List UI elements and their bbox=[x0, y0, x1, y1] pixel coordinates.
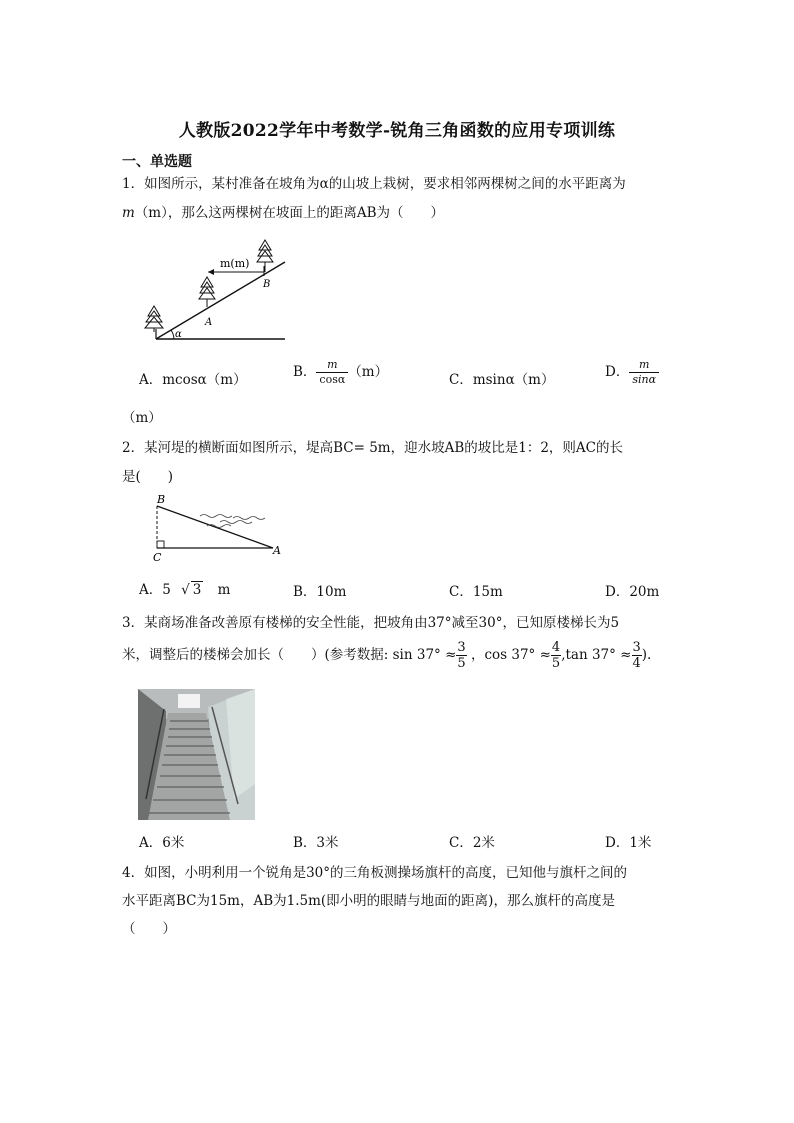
q1-option-d-numerator: m bbox=[629, 358, 659, 373]
tree-icon bbox=[145, 306, 163, 332]
q1-point-a-label: A bbox=[205, 317, 213, 328]
q2-option-a-suffix: m bbox=[217, 582, 231, 598]
tree-icon bbox=[257, 240, 273, 272]
q1-option-b-numerator: m bbox=[316, 358, 348, 373]
q2-stem-line1: 2．某河堤的横断面如图所示，堤高BC= 5m，迎水坡AB的坡比是1：2，则AC的长 bbox=[122, 440, 624, 456]
q1-option-b-prefix: B． bbox=[293, 364, 317, 380]
q2-option-a-prefix: A．5 bbox=[139, 582, 171, 598]
q3-option-d[interactable]: D．1米 bbox=[605, 835, 652, 851]
q3-tan-denominator: 4 bbox=[632, 656, 641, 671]
q2-point-a-label: A bbox=[273, 544, 281, 557]
q3-sin-numerator: 3 bbox=[457, 640, 466, 655]
q3-close: ). bbox=[641, 647, 652, 663]
q1-option-b-denominator: cosα bbox=[319, 373, 346, 386]
q2-embankment-figure bbox=[145, 492, 290, 564]
section-heading: 一、单选题 bbox=[122, 154, 192, 170]
q3-option-a[interactable]: A．6米 bbox=[139, 835, 185, 851]
q3-tan-numerator: 3 bbox=[632, 640, 641, 655]
q2-option-d[interactable]: D．20m bbox=[605, 584, 660, 600]
q3-cos-denominator: 5 bbox=[551, 656, 561, 671]
q1-option-d-prefix: D． bbox=[605, 364, 630, 380]
q1-distance-label: m(m) bbox=[220, 257, 250, 270]
q1-stem-line1: 1．如图所示，某村准备在坡角为α的山坡上栽树，要求相邻两棵树之间的水平距离为 bbox=[122, 176, 626, 192]
q1-option-b-suffix: （m） bbox=[348, 364, 389, 380]
q1-stem-line2 bbox=[122, 201, 444, 221]
q1-option-c[interactable]: C．msinα（m） bbox=[449, 372, 555, 388]
q1-option-b[interactable] bbox=[293, 358, 388, 387]
q2-option-a[interactable]: A．5 √ 3 m bbox=[139, 582, 231, 598]
q3-cos-numerator: 4 bbox=[551, 640, 561, 655]
q3-sin-denominator: 5 bbox=[457, 656, 466, 671]
q3-staircase-photo bbox=[138, 689, 255, 820]
tree-icon bbox=[199, 277, 215, 307]
q3-stem-line2-text: 米，调整后的楼梯会加长（ ）(参考数据: bbox=[122, 647, 389, 663]
q2-point-b-label: B bbox=[157, 493, 166, 506]
q3-cos-label: ，cos 37° ≈ bbox=[470, 647, 551, 663]
q2-stem-line2: 是( ) bbox=[122, 469, 174, 485]
q2-option-b[interactable]: B．10m bbox=[293, 584, 347, 600]
q1-point-b-label: B bbox=[263, 279, 271, 290]
q1-slope-figure bbox=[138, 236, 298, 346]
q3-stem-line2 bbox=[122, 640, 651, 671]
q3-stem-line1: 3．某商场准备改善原有楼梯的安全性能，把坡角由37°减至30°，已知原楼梯长为5 bbox=[122, 615, 620, 631]
q2-option-a-radicand: 3 bbox=[192, 582, 202, 598]
q1-variable-m: m bbox=[122, 205, 135, 221]
q1-option-d[interactable] bbox=[605, 358, 659, 387]
q4-stem-line1: 4．如图，小明利用一个锐角是30°的三角板测操场旗杆的高度，已知他与旗杆之间的 bbox=[122, 865, 628, 881]
q1-alpha-label: α bbox=[175, 329, 182, 340]
q2-option-c[interactable]: C．15m bbox=[449, 584, 503, 600]
page-title: 人教版2022学年中考数学-锐角三角函数的应用专项训练 bbox=[178, 121, 616, 141]
q3-tan-label: ,tan 37° ≈ bbox=[561, 647, 632, 663]
q3-sin-label: sin 37° ≈ bbox=[392, 647, 457, 663]
q3-option-b[interactable]: B．3米 bbox=[293, 835, 339, 851]
q3-option-c[interactable]: C．2米 bbox=[449, 835, 495, 851]
q4-stem-line2: 水平距离BC为15m，AB为1.5m(即小明的眼睛与地面的距离)，那么旗杆的高度是 bbox=[122, 893, 615, 909]
q1-option-d-wrap: （m） bbox=[122, 410, 162, 426]
q4-stem-line3: （ ） bbox=[122, 921, 176, 937]
q1-option-a[interactable]: A．mcosα（m） bbox=[139, 372, 247, 388]
q1-stem-line2-text: （m），那么这两棵树在坡面上的距离AB为（ ） bbox=[134, 205, 445, 221]
q1-option-d-denominator: sinα bbox=[632, 373, 657, 386]
q2-point-c-label: C bbox=[153, 551, 162, 564]
